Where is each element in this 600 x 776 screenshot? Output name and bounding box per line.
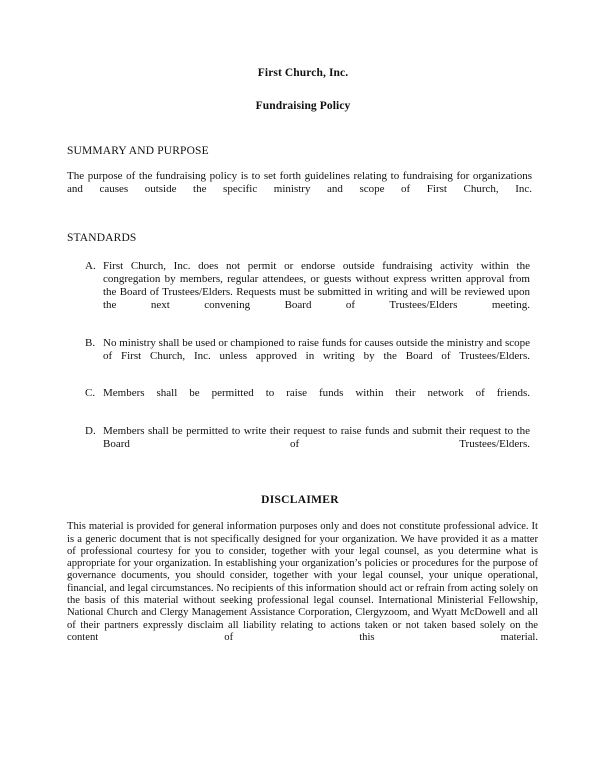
list-item (67, 260, 530, 326)
section-heading-disclaimer: DISCLAIMER (261, 494, 339, 507)
list-item-marker: D. (85, 424, 96, 437)
list-item-text: First Church, Inc. does not permit or endorse outside fundraising activity within the congregation by members, regular attendees, or guests without express written approval from the Board of Trustees/Elders. Requests must be submitted in writing and will be reviewed upon the next convening Board of Trustees/Elders meeting. (103, 259, 530, 312)
list-item-marker: A. (85, 259, 96, 272)
section-heading-summary-and-purpose: SUMMARY AND PURPOSE (67, 145, 209, 157)
organization-title: First Church, Inc. (257, 67, 349, 79)
list-item-marker: B. (85, 336, 96, 349)
section-heading-standards: STANDARDS (67, 231, 137, 244)
list-item-marker: C. (85, 387, 96, 400)
standards-list (67, 244, 539, 465)
list-item (67, 387, 530, 413)
document-content (67, 0, 539, 657)
summary-paragraph: The purpose of the fundraising policy is to set forth guidelines relating to fundraising for organizations and causes outside the specific ministry and scope of First Church, Inc. (67, 170, 532, 196)
list-item (67, 337, 530, 377)
policy-title: Fundraising Policy (255, 100, 351, 112)
list-item-text: Members shall be permitted to write their request to raise funds and submit their request to the Board of Trustees/Elders. (103, 424, 530, 450)
list-item-text: Members shall be permitted to raise funds within their network of friends. (103, 387, 530, 400)
list-item-text: No ministry shall be used or championed to raise funds for causes outside the ministry and scope of First Church, Inc. unless approved in writing by the Board of Trustees/Elders. (103, 336, 530, 362)
list-item (67, 425, 530, 465)
disclaimer-paragraph: This material is provided for general information purposes only and does not constitute professional advice. It is a generic document that is not specifically designed for your organization. We have provided it as a matter of professional courtesy for you to consider, together with your legal counsel, as you determine what is appropriate for your organization. In establishing your organization’s policies or procedures for the purpose of governance documents, you should consider, together with your legal counsel, your unique operational, financial, and legal circumstances. No recipients of this information should act or refrain from acting solely on the basis of this material without seeking professional legal counsel. International Ministerial Fellowship, National Church and Clergy Management Assistance Corporation, Clergyzoom, and Wyatt McDowell and all of their partners expressly disclaim all liability relating to actions taken or not taken based solely on the content of this material. (67, 521, 538, 643)
